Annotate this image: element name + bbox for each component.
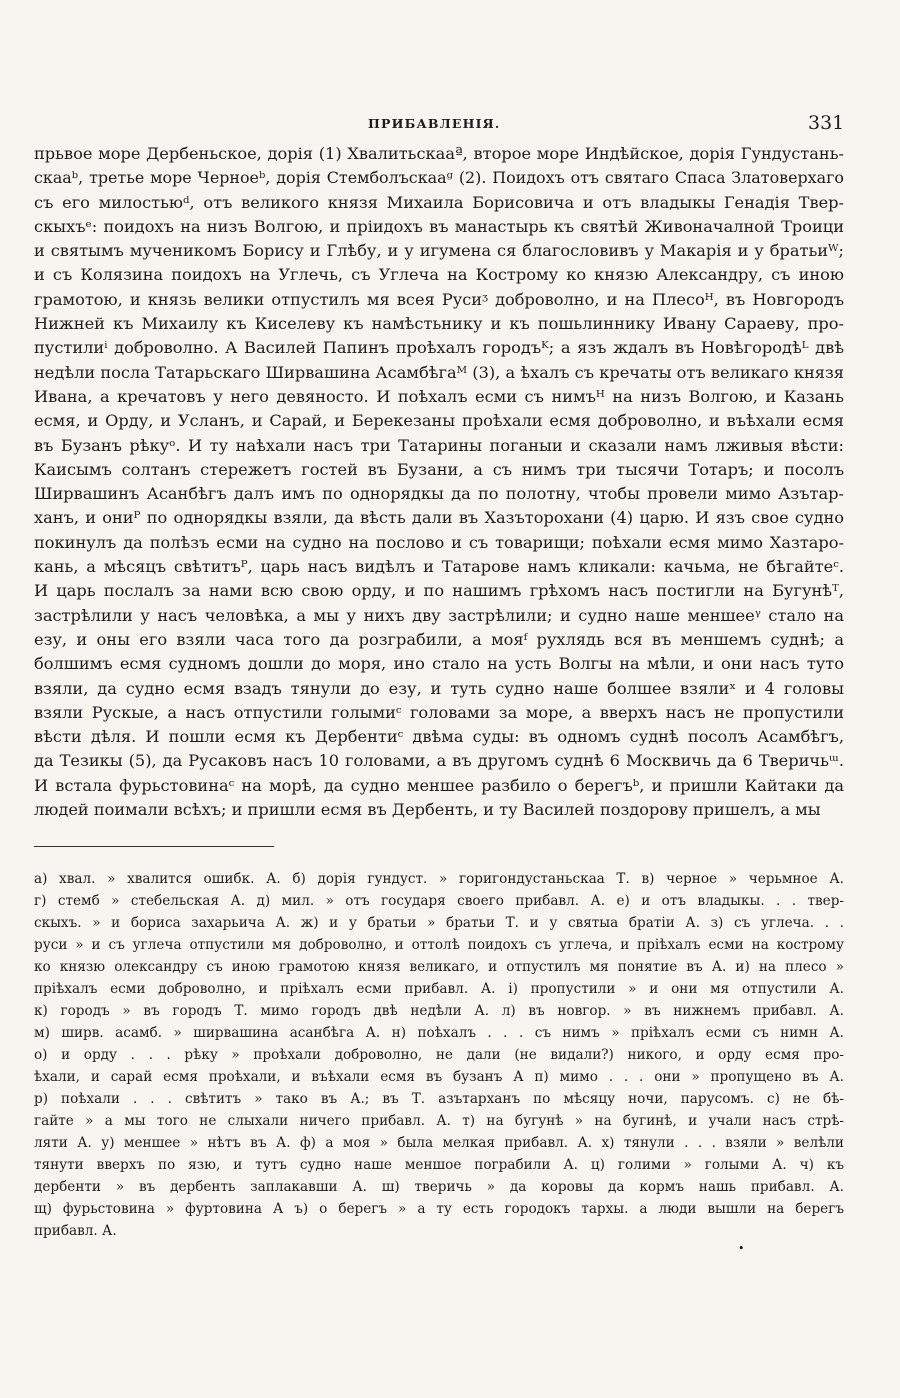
text-line: людей поимали всѣхъ; и пришли есмя въ Дербенть, и ту Василей поздорову пришелъ, а мы [34,800,821,820]
footnote-line: тянути вверхъ по язю, и тутъ судно наше меншое пограбили А. ц) голими » голыми А. ч) къ [34,1157,844,1173]
text-line: Каисымъ солтанъ стережетъ гостей въ Бузани, а съ нимъ три тысячи Тотаръ; и посолъ [34,459,844,479]
footnote-line: щ) фурьстовина » фуртовина А ъ) о берегъ » а ту есть городокъ тархы. а люди вышли на берегъ [34,1201,844,1217]
main-text-body [34,142,844,822]
footnote-line: прибавл. А. [34,1223,117,1239]
text-line: И царь послалъ за нами всю свою орду, и по нашимъ грѣхомъ насъ постигли на Бугунѣᵀ, [34,581,844,601]
footnote-line: руси » и съ углеча отпустили мя доброволно, и оттолѣ поидохъ съ углеча, и пріѣхалъ есми на кострому [34,937,844,953]
text-line: прьвое море Дербеньское, дорія (1) Хвалитьскааª, второе море Индѣйское, дорія Гундустань- [34,144,844,163]
text-line: скыхъᵉ: поидохъ на низъ Волгою, и пріидохъ въ манастырь къ святѣй Живоначалной Троици [34,216,844,236]
text-line: есмя, и Орду, и Усланъ, и Сарай, и Берекезаны проѣхали есмя доброволно, и въѣхали есмя [34,411,844,431]
footnote-line: скыхъ. » и бориса захарьича А. ж) и у братьи » братьи Т. и у святыа братіи А. з) съ углеча. . . [34,915,844,931]
text-line: болшимъ есмя судномъ дошли до моря, ино стало на усть Волгы на мѣли, и они насъ туто [34,654,844,674]
footnote-line: гайте » а мы того не слыхали ничего прибавл. А. т) на бугунѣ » на бугинѣ, и учали насъ стрѣ- [34,1113,844,1129]
running-title: ПРИБАВЛЕНІЯ. [368,116,501,131]
text-line: скааᵇ, третье море Черноеᵇ, дорія Стемболъскааᵍ (2). Поидохъ отъ святаго Спаса Златоверхаго [34,168,844,188]
text-line: недѣли посла Татарьскаго Ширвашина Асамбѣгаᴹ (3), а ѣхалъ съ кречаты отъ великаго князя [34,362,844,382]
text-line: кань, а мѣсяцъ свѣтитъᴾ, царь насъ видѣлъ и Татарове намъ кликали: качьма, не бѣгайтеᶜ. [34,557,844,577]
footnote-line: о) и орду . . . рѣку » проѣхали доброволно, не дали (не видали?) никого, и орду есмя про- [34,1047,844,1063]
text-line: грамотою, и князь велики отпустилъ мя всея Русиᶾ доброволно, и на Плесоᴴ, въ Новгородъ [34,289,844,309]
footnote-line: дербенти » въ дербенть заплакавши А. ш) тверичь » да коровы да кормъ нашь прибавл. А. [34,1179,844,1195]
text-line: Ширвашинъ Асанбѣгъ далъ имъ по однорядкы да по полотну, чтобы провели мимо Азътар- [34,484,844,504]
text-line: и святымъ мученикомъ Борису и Глѣбу, и у игумена ся благословивъ у Макарія и у братьиᵂ; [34,241,844,261]
page-header [0,112,900,138]
text-line: езу, и оны его взяли часа того да розграбили, а мояᶠ рухлядь вся въ меншемъ суднѣ; а [34,629,844,649]
text-line: и съ Колязина поидохъ на Углечь, съ Углеча на Кострому ко князю Александру, съ иною [34,265,844,285]
page-number: 331 [808,112,845,134]
footnote-line: р) поѣхали . . . свѣтитъ » тако въ А.; въ Т. азътарханъ по мѣсяцу ночи, парусомъ. с) не бѣ- [34,1091,844,1107]
footnote-line: пріѣхалъ есми доброволно, и пріѣхалъ есми прибавл. А. і) пропустили » и они мя отпустили А. [34,981,844,997]
text-line: И встала фурьстовинаᶜ на морѣ, да судно меншее разбило о берегъᵇ, и пришли Кайтаки да [34,775,844,795]
text-line: застрѣлили у насъ человѣка, а мы у нихъ дву застрѣлили; и судно наше меншееᵞ стало на [34,605,844,625]
text-line: ханъ, и oниᴾ по однорядкы взяли, да вѣсть дали въ Хазъторохани (4) царю. И язъ свое судно [34,508,844,528]
text-line: вѣсти дѣля. И пошли есмя къ Дербентиᶜ двѣма суды: въ одномъ суднѣ посолъ Асамбѣгъ, [34,727,844,747]
text-line: пустилиⁱ доброволно. А Василей Папинъ проѣхалъ городъᴷ; а язъ ждалъ въ Новѣгородѣᴸ двѣ [34,338,844,358]
text-line: покинулъ да полѣзъ есми на судно на послово и съ товарищи; поѣхали есмя мимо Хазтаро- [34,532,844,552]
text-line: Ивана, а кречатовъ у него девяносто. И поѣхалъ есми съ нимъᴴ на низъ Волгою, и Казань [34,386,844,406]
footnote-line: к) городъ » въ городъ Т. мимо городъ двѣ недѣли А. л) въ новгор. » въ нижнемъ прибавл. А. [34,1003,844,1019]
footnote-line: ѣхали, и сарай есмя проѣхали, и въѣхали есмя въ бузанъ А п) мимо . . . они » пропущено въ А. [34,1069,844,1085]
footnote-line: ляти А. у) меншее » нѣтъ въ А. ф) а моя » была мелкая прибавл. А. х) тянули . . . взяли » велѣли [34,1135,844,1151]
text-line: Нижней къ Михаилу къ Киселеву къ намѣстьнику и къ пошьлинникy Ивану Сараеву, про- [34,314,844,334]
footnote-separator [34,846,274,847]
text-line: съ его милостьюᵈ, отъ великого князя Михаила Борисовича и отъ владыкы Генадія Твер- [34,192,844,212]
footnote-line: м) ширв. асамб. » ширвашина асанбѣга А. н) поѣхалъ . . . съ нимъ » пріѣхалъ есми съ нимн А. [34,1025,844,1041]
text-line: взяли, да судно есмя взадъ тянули до езу, и туть судно наше болшее взялиˣ и 4 головы [34,678,844,698]
text-line: да Тезикы (5), да Русаковъ насъ 10 головами, а въ другомъ суднѣ 6 Москвичь да 6 Тверичьᵚ. [34,751,844,771]
bottom-mark: • [738,1242,745,1255]
text-line: взяли Рускые, а насъ отпустили голымиᶜ головами за море, а вверхъ насъ не пропустили [34,702,844,722]
footnotes [34,868,844,1242]
footnote-line: а) хвал. » хвалится ошибк. А. б) дорія гундуст. » горигондустаньскаа Т. в) черное » черьмное А. [34,871,844,887]
text-line: въ Бузанъ рѣкуᵒ. И ту наѣхали насъ три Татарины поганыи и сказали намъ лживыя вѣсти: [34,435,844,455]
footnote-line: г) стемб » стебельская А. д) мил. » отъ государя своего прибавл. А. е) и отъ владыкы. . . твер- [34,893,844,909]
footnote-line: ко князю олександру съ иною грамотою князя великаго, и отпустилъ мя понятие въ А. и) на плесо » [34,959,844,975]
